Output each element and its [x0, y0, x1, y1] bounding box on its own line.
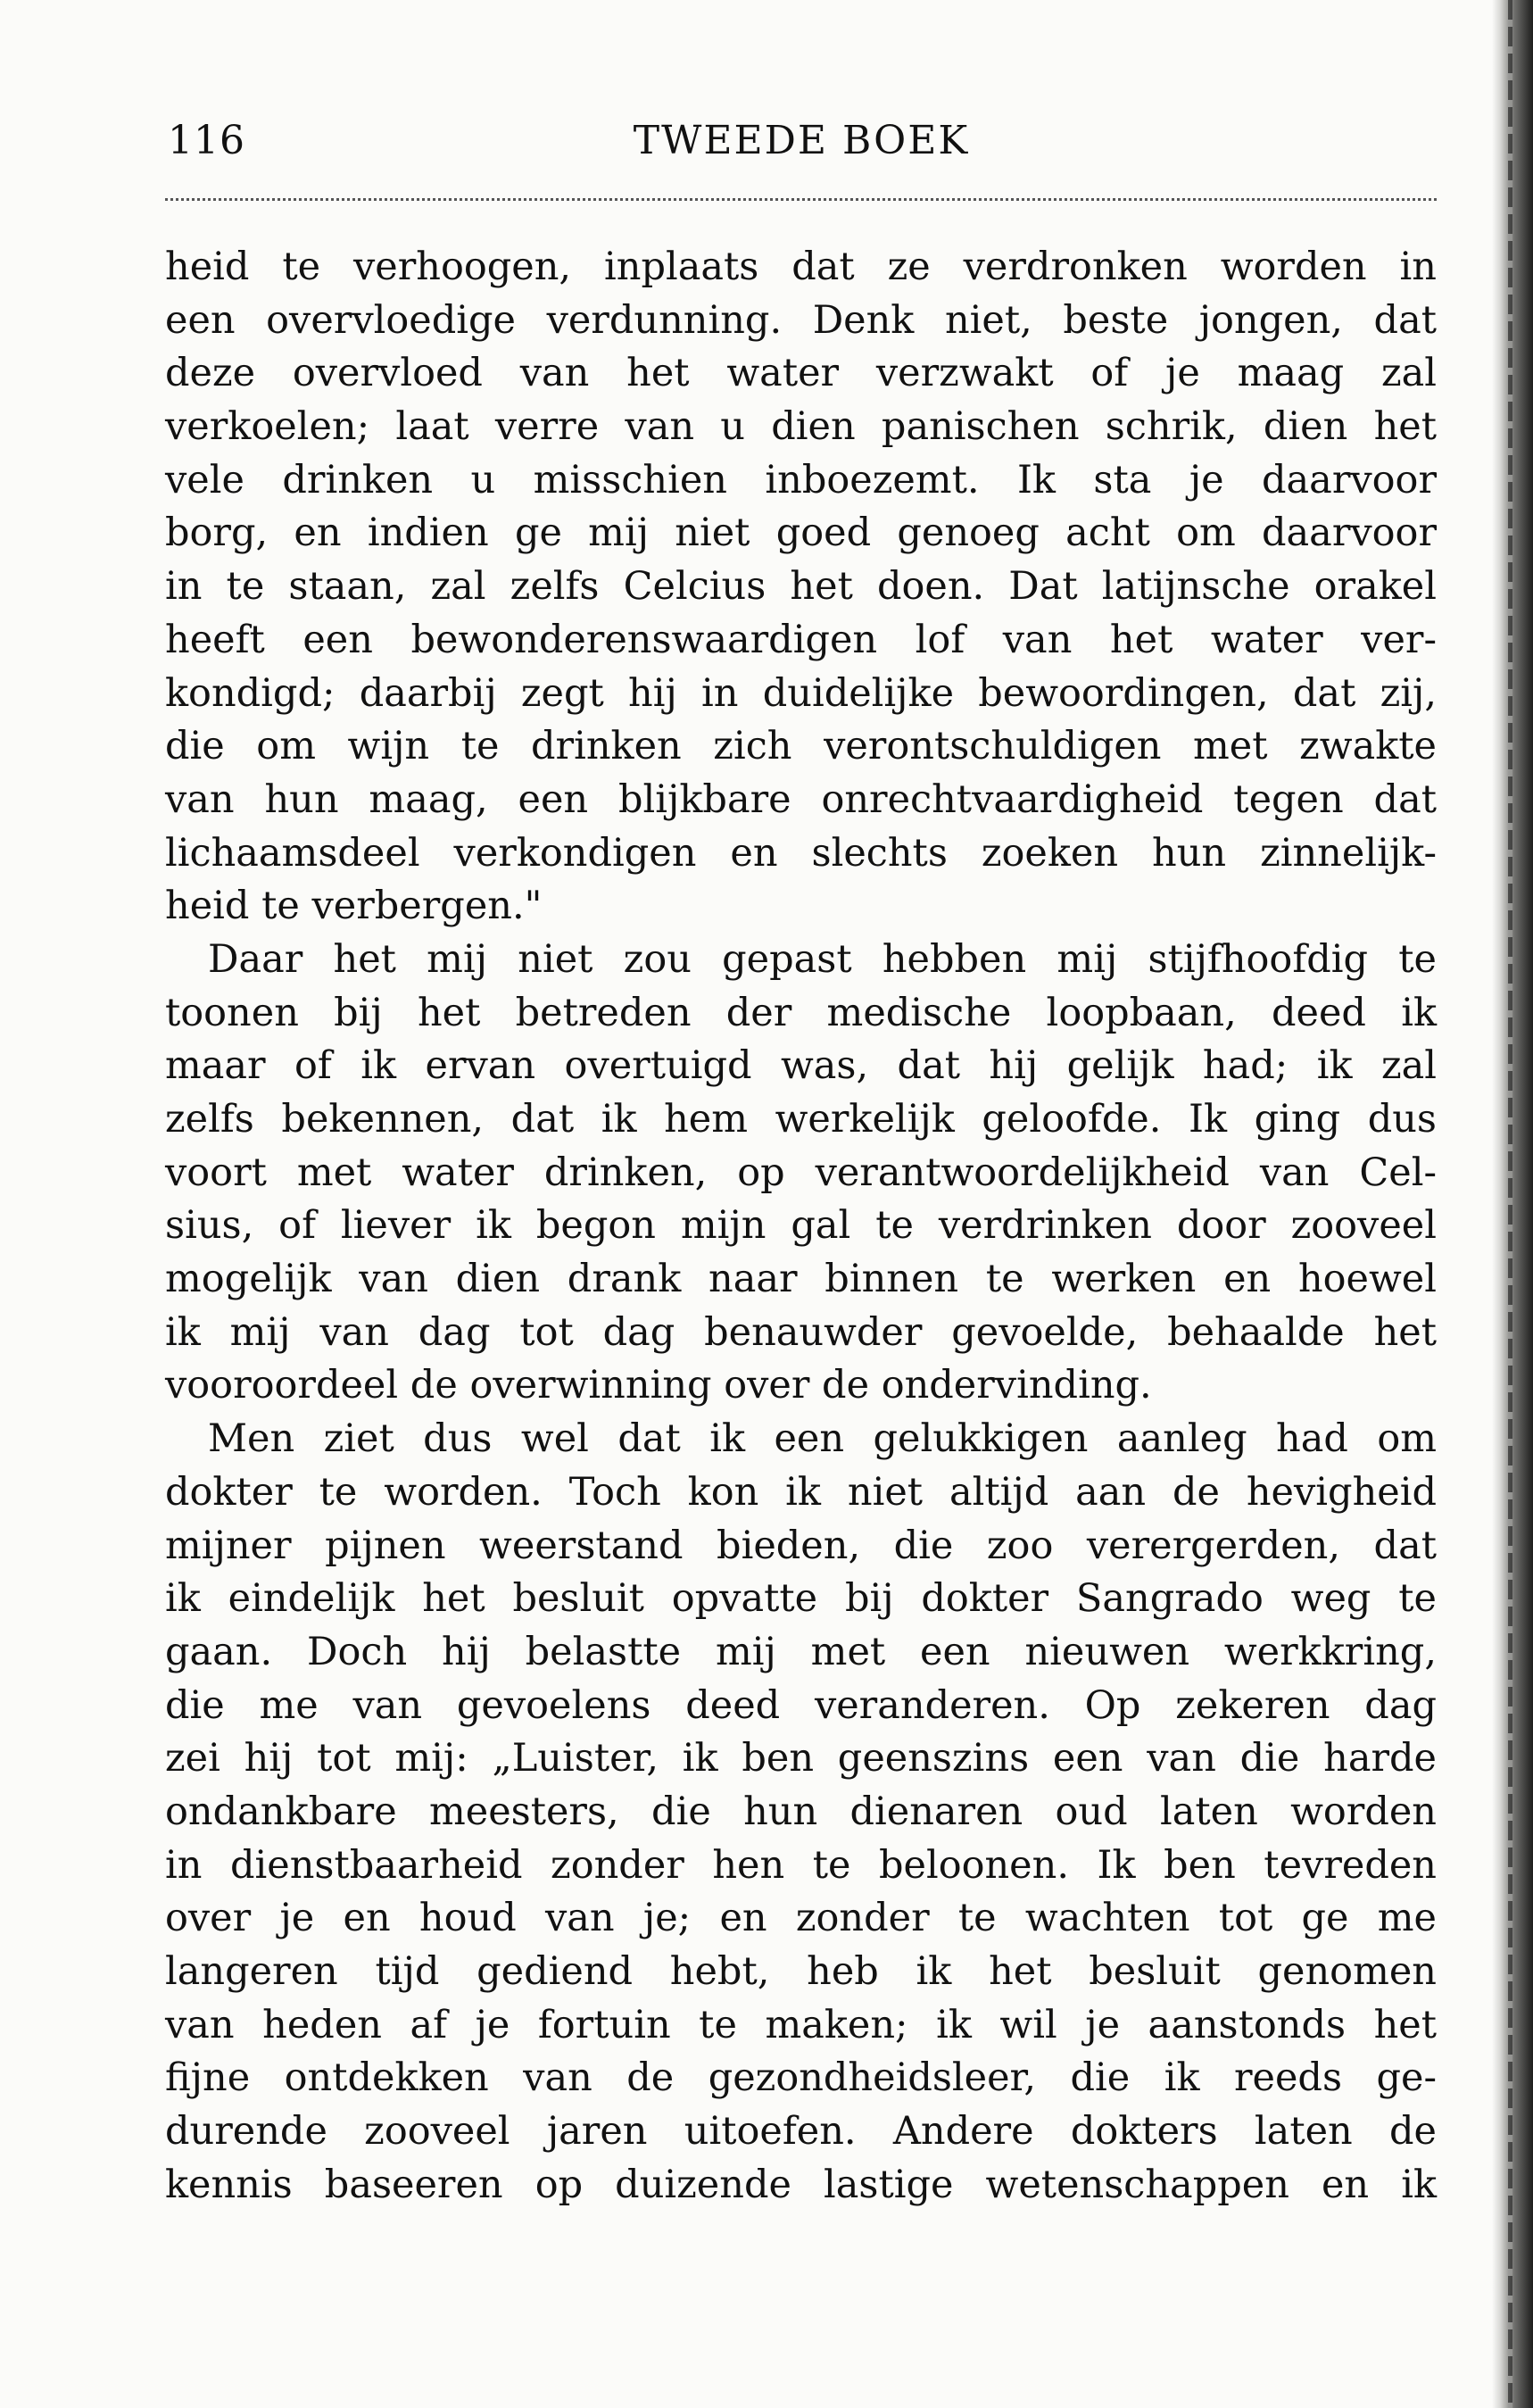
paragraph-end-line: heid te verbergen." [165, 884, 543, 929]
text-line: zelfs bekennen, dat ik hem werkelijk geloofde. Ik ging dus [165, 1097, 1437, 1142]
text-line: kondigd; daarbij zegt hij in duidelijke bewoordingen, dat zij, [165, 670, 1437, 716]
text-line: verkoelen; laat verre van u dien panischen schrik, dien het [165, 404, 1437, 450]
text-line: borg, en indien ge mij niet goed genoeg acht om daarvoor [165, 511, 1437, 556]
text-line: vele drinken u misschien inboezemt. Ik sta je daarvoor [165, 457, 1437, 502]
text-line: maar of ik ervan overtuigd was, dat hij gelijk had; ik zal [165, 1043, 1437, 1089]
text-line: heid te verhoogen, inplaats dat ze verdronken worden in [165, 245, 1437, 289]
text-line: die om wijn te drinken zich verontschuldigen met zwakte [165, 724, 1437, 769]
text-line: voort met water drinken, op verantwoordelijkheid van Cel- [165, 1150, 1437, 1195]
paragraph-start-line: Daar het mij niet zou gepast hebben mij stijfhoofdig te [208, 936, 1437, 982]
text-line: van hun maag, een blijkbare onrechtvaardigheid tegen dat [165, 776, 1437, 822]
text-line: die me van gevoelens deed veranderen. Op zekeren dag [165, 1682, 1437, 1728]
text-line: dokter te worden. Toch kon ik niet altijd aan de hevigheid [165, 1469, 1437, 1515]
text-line: mogelijk van dien drank naar binnen te werken en hoewel [165, 1257, 1437, 1302]
text-line: lichaamsdeel verkondigen en slechts zoeken hun zinnelijk- [165, 830, 1437, 876]
text-line: een overvloedige verdunning. Denk niet, beste jongen, dat [165, 297, 1437, 343]
text-line: heeft een bewonderenswaardigen lof van het water ver- [165, 617, 1437, 662]
text-line: ondankbare meesters, die hun dienaren oud laten worden [165, 1789, 1437, 1834]
header-dotted-rule [165, 198, 1437, 201]
text-line: durende zooveel jaren uitoefen. Andere dokters laten de [165, 2109, 1437, 2155]
text-line: fijne ontdekken van de gezondheidsleer, die ik reeds ge- [165, 2055, 1437, 2101]
page-spine-edge [1492, 0, 1533, 2408]
paragraph-start-line: Men ziet dus wel dat ik een gelukkigen aanleg had om [208, 1416, 1437, 1462]
text-line: gaan. Doch hij belastte mij met een nieuwen werkkring, [165, 1629, 1437, 1674]
text-line: toonen bij het betreden der medische loopbaan, deed ik [165, 990, 1437, 1035]
text-line: kennis baseeren op duizende lastige wetenschappen en ik [165, 2162, 1437, 2207]
text-line: over je en houd van je; en zonder te wachten tot ge me [165, 1896, 1437, 1941]
page-number: 116 [168, 118, 245, 163]
text-line: zei hij tot mij: „Luister, ik ben geenszins een van die harde [165, 1736, 1437, 1781]
text-line: ik mij van dag tot dag benauwder gevoelde, behaalde het [165, 1309, 1437, 1355]
text-line: mijner pijnen weerstand bieden, die zoo verergerden, dat [165, 1523, 1437, 1568]
text-line: deze overvloed van het water verzwakt of je maag zal [165, 351, 1437, 396]
paragraph-end-line: vooroordeel de overwinning over de ondervinding. [165, 1363, 1152, 1408]
text-line: ik eindelijk het besluit opvatte bij dokter Sangrado weg te [165, 1576, 1437, 1622]
text-line: in te staan, zal zelfs Celcius het doen. Dat latijnsche orakel [165, 564, 1437, 610]
text-line: van heden af je fortuin te maken; ik wil je aanstonds het [165, 2002, 1437, 2047]
text-line: in dienstbaarheid zonder hen te beloonen. Ik ben tevreden [165, 1842, 1437, 1888]
running-head-title: TWEEDE BOEK [633, 118, 970, 163]
running-head [168, 118, 1435, 180]
text-line: sius, of liever ik begon mijn gal te verdrinken door zooveel [165, 1203, 1437, 1249]
text-line: langeren tijd gediend hebt, heb ik het besluit genomen [165, 1949, 1437, 1994]
body-text [165, 241, 1437, 2212]
